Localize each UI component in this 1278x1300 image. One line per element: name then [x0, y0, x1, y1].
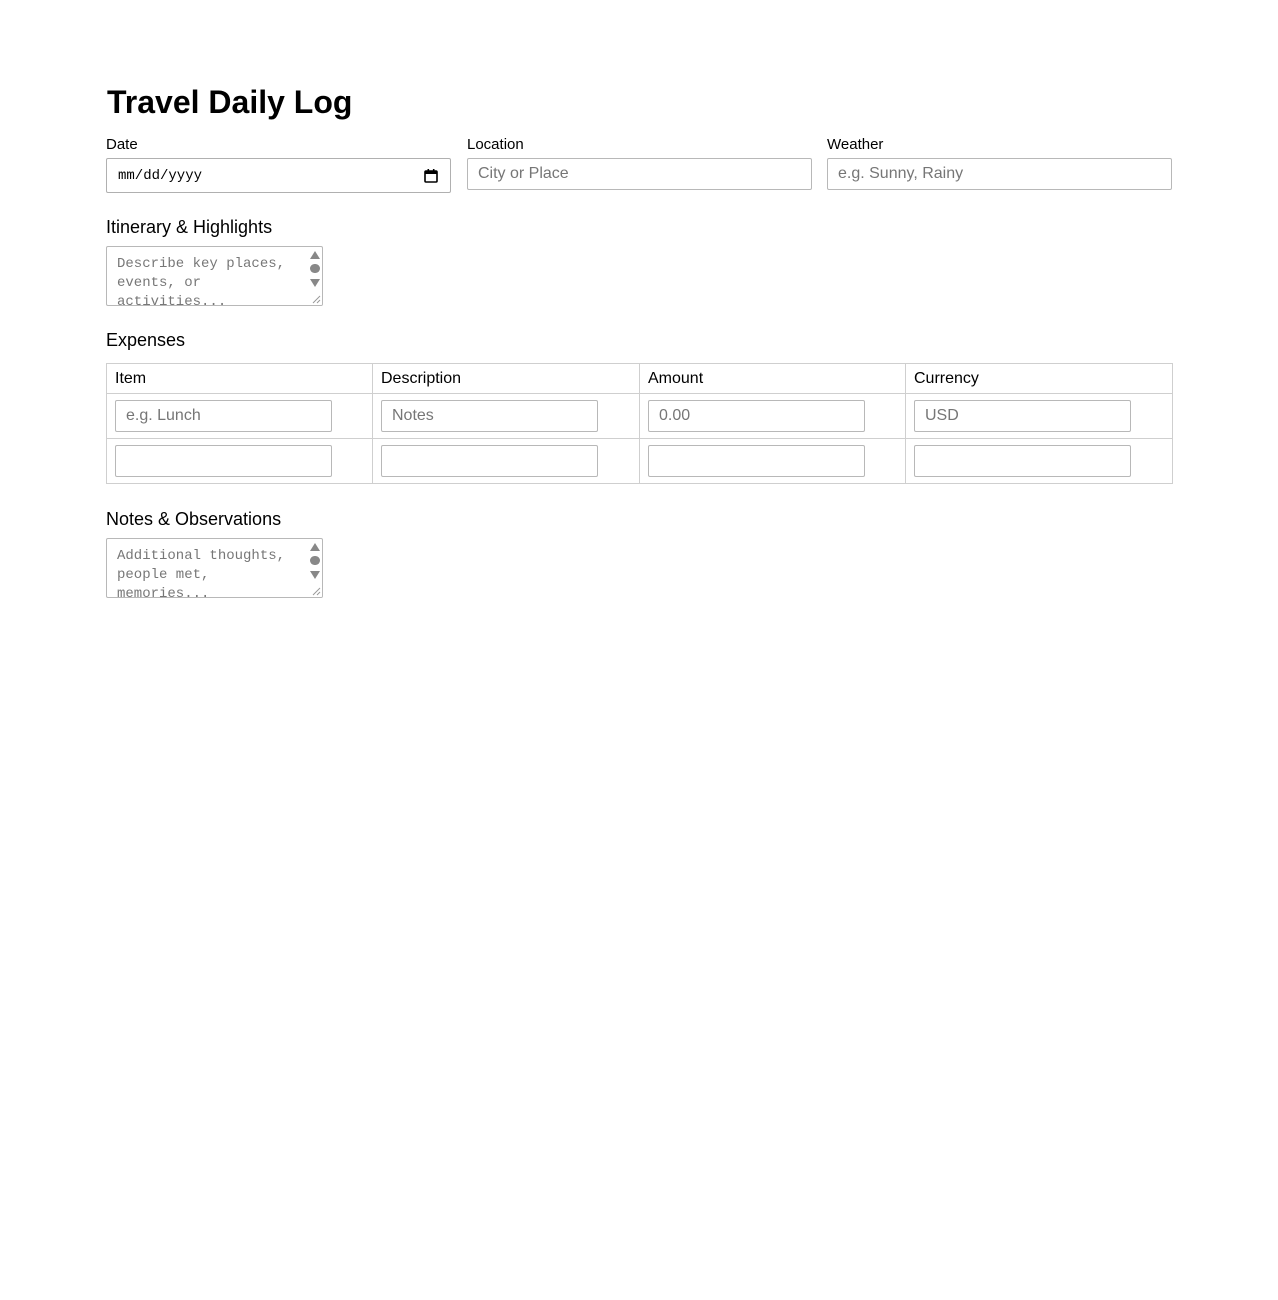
scroll-up-arrow-icon[interactable]: [310, 543, 320, 551]
table-cell: [640, 439, 906, 484]
resize-grip-icon[interactable]: [307, 290, 322, 305]
table-cell: [373, 439, 640, 484]
table-cell: [906, 394, 1173, 439]
notes-heading: Notes & Observations: [106, 509, 282, 529]
column-header-amount: Amount: [640, 364, 906, 394]
itinerary-textarea[interactable]: [107, 247, 307, 305]
expense-currency-input[interactable]: [914, 400, 1131, 432]
date-field-group: [106, 136, 451, 193]
resize-grip-icon[interactable]: [307, 582, 322, 597]
itinerary-heading: Itinerary & Highlights: [106, 217, 273, 237]
expense-item-input[interactable]: [115, 445, 332, 477]
expense-amount-input[interactable]: [648, 400, 865, 432]
location-field-group: [467, 136, 812, 190]
table-cell: [107, 439, 373, 484]
table-cell: [373, 394, 640, 439]
trip-info-row: [106, 136, 1172, 196]
itinerary-textarea-box: [106, 246, 323, 306]
expense-currency-input[interactable]: [914, 445, 1131, 477]
expenses-header-row: [107, 364, 1173, 394]
expense-amount-input[interactable]: [648, 445, 865, 477]
date-input[interactable]: [106, 158, 451, 193]
table-row: [107, 394, 1173, 439]
page-title: Travel Daily Log: [107, 84, 353, 120]
table-cell: [107, 394, 373, 439]
expense-description-input[interactable]: [381, 400, 598, 432]
expense-item-input[interactable]: [115, 400, 332, 432]
date-label: Date: [106, 136, 138, 153]
expenses-heading: Expenses: [106, 330, 186, 350]
location-label: Location: [467, 136, 524, 153]
notes-textarea[interactable]: [107, 539, 307, 597]
table-row: [107, 439, 1173, 484]
column-header-currency: Currency: [906, 364, 1173, 394]
table-cell: [640, 394, 906, 439]
table-cell: [906, 439, 1173, 484]
column-header-description: Description: [373, 364, 640, 394]
expenses-table: [106, 363, 1173, 484]
scroll-up-arrow-icon[interactable]: [310, 251, 320, 259]
weather-field-group: [827, 136, 1172, 190]
scroll-thumb[interactable]: [310, 264, 320, 273]
expense-description-input[interactable]: [381, 445, 598, 477]
weather-label: Weather: [827, 136, 884, 153]
scroll-down-arrow-icon[interactable]: [310, 279, 320, 287]
scroll-down-arrow-icon[interactable]: [310, 571, 320, 579]
calendar-icon[interactable]: [424, 169, 438, 183]
scroll-thumb[interactable]: [310, 556, 320, 565]
column-header-item: Item: [107, 364, 373, 394]
notes-textarea-box: [106, 538, 323, 598]
location-input[interactable]: [467, 158, 812, 190]
weather-input[interactable]: [827, 158, 1172, 190]
date-value: mm/dd/yyyy: [118, 167, 203, 184]
